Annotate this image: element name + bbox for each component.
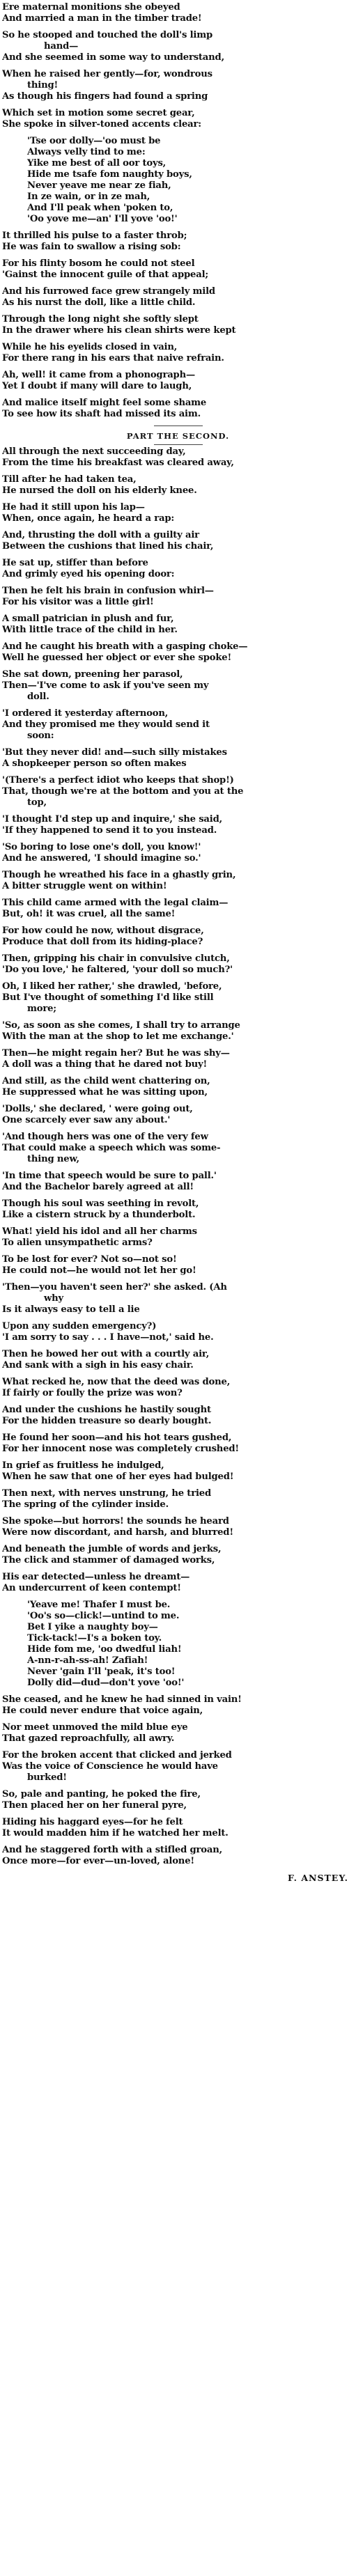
- poem-line: 'But they never did! and—such silly mistakes: [2, 747, 227, 758]
- poem-line: And the Bachelor barely agreed at all!: [2, 1182, 194, 1192]
- stanza: [2, 1722, 354, 1744]
- stanza: [2, 69, 354, 102]
- stanza: [2, 446, 354, 469]
- stanza: [2, 953, 354, 976]
- poem-line: For how could he now, without disgrace,: [2, 926, 204, 936]
- poem-line: For the broken accent that clicked and jerked: [2, 1750, 232, 1761]
- poem-line: In grief as fruitless he indulged,: [2, 1460, 164, 1471]
- poem-line: She sat down, preening her parasol,: [2, 669, 183, 680]
- poem-line: 'If they happened to send it to you instead.: [2, 825, 217, 836]
- stanza: [2, 1254, 354, 1277]
- poem-line: Never yeave me near ze fiah,: [27, 180, 171, 191]
- poem-line: And he answered, 'I should imagine so.': [2, 853, 201, 864]
- part-two: [2, 446, 354, 1867]
- poem-line: For her innocent nose was completely crushed!: [2, 1444, 239, 1454]
- poem-line: Then, gripping his chair in convulsive clutch,: [2, 953, 230, 964]
- author-signature: F. ANSTEY.: [288, 1873, 348, 1883]
- poem-line: Then he bowed her out with a courtly air,: [2, 1349, 210, 1359]
- poem-line: thing new,: [27, 1154, 79, 1164]
- stanza: [2, 870, 354, 892]
- poem-line: Tick-tack!—I's a boken toy.: [27, 1633, 162, 1644]
- stanza: [2, 1845, 354, 1867]
- stanza: [2, 1789, 354, 1811]
- poem-line: That gazed reproachfully, all awry.: [2, 1733, 175, 1744]
- part-one: [2, 2, 354, 420]
- stanza: [2, 1817, 354, 1839]
- poem-line: For his flinty bosom he could not steel: [2, 258, 195, 269]
- poem-line: In the drawer where his clean shirts were kept: [2, 325, 236, 336]
- poem-line: For there rang in his ears that naive refrain.: [2, 353, 224, 364]
- poem-line: Oh, I liked her rather,' she drawled, 'before,: [2, 981, 222, 992]
- poem-line: Well he guessed her object or ever she spoke!: [2, 653, 232, 663]
- poem-line: Dolly did—dud—don't yove 'oo!': [27, 1678, 185, 1688]
- poem-line: 'Then—you haven't seen her?' she asked. (Ah: [2, 1282, 227, 1293]
- poem-line: And she seemed in some way to understand,: [2, 52, 224, 63]
- poem-line: And his furrowed face grew strangely mild: [2, 286, 215, 297]
- poem-line: Produce that doll from its hiding-place?: [2, 937, 203, 947]
- stanza: [2, 1132, 354, 1165]
- poem-line: All through the next succeeding day,: [2, 446, 186, 457]
- stanza: [2, 1600, 354, 1689]
- stanza: [2, 1349, 354, 1371]
- poem-line: Once more—for ever—un-loved, alone!: [2, 1856, 194, 1866]
- stanza: [2, 1171, 354, 1193]
- poem-line: But I've thought of something I'd like still: [2, 992, 214, 1003]
- poem-line: From the time his breakfast was cleared away,: [2, 458, 234, 468]
- poem-line: 'Oo's so—click!—untind to me.: [27, 1611, 180, 1621]
- poem-line: Upon any sudden emergency?): [2, 1321, 157, 1332]
- stanza: [2, 286, 354, 309]
- poem-line: Through the long night she softly slept: [2, 314, 199, 325]
- poem-line: 'Do you love,' he faltered, 'your doll so much?': [2, 965, 233, 975]
- stanza: [2, 898, 354, 920]
- poem-line: And he caught his breath with a gasping choke—: [2, 641, 248, 652]
- poem-line: His ear detected—unless he dreamt—: [2, 1572, 190, 1582]
- stanza: [2, 586, 354, 608]
- stanza: [2, 1516, 354, 1538]
- poem-line: In ze wain, or in ze mah,: [27, 192, 150, 202]
- poem-line: Ere maternal monitions she obeyed: [2, 2, 180, 13]
- stanza: [2, 1226, 354, 1249]
- stanza: [2, 669, 354, 703]
- poem-line: That could make a speech which was some-: [2, 1143, 221, 1153]
- poem-line: Till after he had taken tea,: [2, 474, 137, 485]
- poem-line: why: [44, 1293, 64, 1304]
- poem-line: burked!: [27, 1772, 67, 1783]
- poem-line: 'So, as soon as she comes, I shall try to arrange: [2, 1020, 240, 1031]
- poem-line: 'So boring to lose one's doll, you know!': [2, 842, 201, 852]
- poem-line: But, oh! it was cruel, all the same!: [2, 909, 176, 919]
- poem-line: And still, as the child went chattering on,: [2, 1076, 210, 1086]
- poem-line: He sat up, stiffer than before: [2, 558, 148, 568]
- poem-line: And married a man in the timber trade!: [2, 13, 202, 24]
- stanza: [2, 641, 354, 664]
- stanza: [2, 398, 354, 420]
- poem-line: Which set in motion some secret gear,: [2, 108, 195, 118]
- stanza: [2, 1020, 354, 1043]
- poem-line: 'I ordered it yesterday afternoon,: [2, 708, 169, 719]
- stanza: [2, 614, 354, 636]
- poem-line: When he saw that one of her eyes had bulged!: [2, 1472, 234, 1482]
- stanza: [2, 530, 354, 552]
- poem-line: 'Oo yove me—an' I'll yove 'oo!': [27, 214, 178, 224]
- poem-line: So he stooped and touched the doll's limp: [2, 30, 212, 40]
- poem-line: more;: [27, 1004, 56, 1014]
- poem-line: It thrilled his pulse to a faster throb;: [2, 231, 187, 241]
- poem-line: Then placed her on her funeral pyre,: [2, 1800, 187, 1811]
- poem-line: He nursed the doll on his elderly knee.: [2, 485, 197, 496]
- poem-line: Bet I yike a naughty boy—: [27, 1622, 158, 1632]
- poem-line: For his visitor was a little girl!: [2, 597, 154, 607]
- poem-line: A small patrician in plush and fur,: [2, 614, 174, 624]
- poem-line: And they promised me they would send it: [2, 719, 210, 730]
- poem-line: When he raised her gently—for, wondrous: [2, 69, 212, 79]
- poem-line: So, pale and panting, he poked the fire,: [2, 1789, 201, 1800]
- poem-line: A bitter struggle went on within!: [2, 881, 167, 891]
- stanza: [2, 474, 354, 497]
- stanza: [2, 747, 354, 770]
- stanza: [2, 258, 354, 281]
- poem-line: A-nn-r-ah-ss-ah! Zafiah!: [27, 1655, 148, 1666]
- poem-line: Were now discordant, and harsh, and blurred!: [2, 1527, 233, 1538]
- poem-line: Then—'I've come to ask if you've seen my: [2, 680, 209, 691]
- poem-line: And sank with a sigh in his easy chair.: [2, 1360, 194, 1371]
- poem-line: And beneath the jumble of words and jerks,: [2, 1544, 222, 1554]
- poem-line: The click and stammer of damaged works,: [2, 1555, 215, 1566]
- stanza: [2, 2, 354, 24]
- part-title: PART THE SECOND.: [126, 431, 230, 441]
- poem-line: Then—he might regain her? But he was shy—: [2, 1048, 230, 1059]
- poem-line: That, though we're at the bottom and you at the: [2, 786, 244, 797]
- poem-line: Never 'gain I'll 'peak, it's too!: [27, 1666, 176, 1677]
- stanza: [2, 231, 354, 253]
- poem-line: A shopkeeper person so often makes: [2, 758, 187, 769]
- stanza: [2, 1544, 354, 1566]
- poem-line: soon:: [27, 731, 54, 741]
- stanza: [2, 708, 354, 742]
- poem-line: Then next, with nerves unstrung, he tried: [2, 1488, 211, 1499]
- stanza: [2, 1048, 354, 1070]
- poem-line: While he his eyelids closed in vain,: [2, 342, 178, 352]
- stanza: [2, 1694, 354, 1717]
- poem-line: As his nurst the doll, like a little child.: [2, 297, 196, 308]
- poem-line: She spoke in silver-toned accents clear:: [2, 119, 201, 130]
- stanza: [2, 1377, 354, 1399]
- poem-line: He could not—he would not let her go!: [2, 1265, 196, 1276]
- poem-line: 'Dolls,' she declared, ' were going out,: [2, 1104, 193, 1114]
- poem-line: To be lost for ever? Not so—not so!: [2, 1254, 177, 1265]
- stanza: [2, 1076, 354, 1098]
- poem-line: As though his fingers had found a spring: [2, 91, 208, 102]
- poem-line: Is it always easy to tell a lie: [2, 1304, 140, 1315]
- stanza: [2, 814, 354, 836]
- poem-line: He suppressed what he was sitting upon,: [2, 1087, 208, 1098]
- poem-line: With the man at the shop to let me exchange.': [2, 1031, 234, 1042]
- poem-line: This child came armed with the legal claim—: [2, 898, 229, 908]
- poem-line: A doll was a thing that he dared not buy!: [2, 1059, 208, 1070]
- poem-line: 'I am sorry to say . . . I have—not,' said he.: [2, 1332, 214, 1343]
- poem-line: 'In time that speech would be sure to pall.': [2, 1171, 217, 1181]
- poem-line: thing!: [27, 80, 59, 91]
- poem-line: Though he wreathed his face in a ghastly grin,: [2, 870, 236, 880]
- poem-line: One scarcely ever saw any about.': [2, 1115, 171, 1125]
- stanza: [2, 136, 354, 225]
- poem-line: And, thrusting the doll with a guilty air: [2, 530, 199, 540]
- poem-line: For the hidden treasure so dearly bought.: [2, 1416, 212, 1426]
- stanza: [2, 1104, 354, 1126]
- stanza: [2, 1199, 354, 1221]
- stanza: [2, 1321, 354, 1343]
- poem-line: Nor meet unmoved the mild blue eye: [2, 1722, 188, 1733]
- poem-line: The spring of the cylinder inside.: [2, 1499, 169, 1510]
- stanza: [2, 342, 354, 364]
- stanza: [2, 926, 354, 948]
- poem-line: He had it still upon his lap—: [2, 502, 145, 513]
- stanza: [2, 1460, 354, 1483]
- poem-line: Hiding his haggard eyes—for he felt: [2, 1817, 183, 1827]
- poem-line: An undercurrent of keen contempt!: [2, 1583, 181, 1593]
- poem-line: To see how its shaft had missed its aim.: [2, 409, 201, 419]
- stanza: [2, 370, 354, 392]
- poem-line: What recked he, now that the deed was done,: [2, 1377, 231, 1387]
- stanza: [2, 981, 354, 1015]
- poem-line: And under the cushions he hastily sought: [2, 1405, 211, 1415]
- stanza: [2, 314, 354, 336]
- poem-line: 'Yeave me! Thafer I must be.: [27, 1600, 171, 1610]
- poem-line: It would madden him if he watched her melt.: [2, 1828, 229, 1839]
- poem-line: With little trace of the child in her.: [2, 625, 178, 635]
- poem-line: He found her soon—and his hot tears gushed,: [2, 1433, 232, 1443]
- stanza: [2, 1405, 354, 1427]
- poem-line: Like a cistern struck by a thunderbolt.: [2, 1210, 196, 1220]
- poem-line: Then he felt his brain in confusion whirl—: [2, 586, 214, 596]
- poem-line: 'And though hers was one of the very few: [2, 1132, 208, 1142]
- stanza: [2, 108, 354, 130]
- poem-line: Ah, well! it came from a phonograph—: [2, 370, 195, 380]
- poem-line: Though his soul was seething in revolt,: [2, 1199, 199, 1209]
- stanza: [2, 775, 354, 809]
- poem-line: She spoke—but horrors! the sounds he heard: [2, 1516, 229, 1527]
- bottom-divider: [154, 444, 203, 445]
- poem-line: Hide fom me, 'oo dwedful liah!: [27, 1644, 182, 1655]
- poem-line: Was the voice of Conscience he would have: [2, 1761, 218, 1772]
- poem-line: She ceased, and he knew he had sinned in vain!: [2, 1694, 242, 1705]
- poem-line: top,: [27, 797, 47, 808]
- stanza: [2, 558, 354, 580]
- poem-line: What! yield his idol and all her charms: [2, 1226, 197, 1237]
- stanza: [2, 842, 354, 864]
- poem-line: Always velly tind to me:: [27, 147, 146, 157]
- poem-line: Yike me best of all oor toys,: [27, 158, 167, 169]
- stanza: [2, 30, 354, 63]
- poem-line: And I'll peak when 'poken to,: [27, 203, 173, 213]
- poem-line: He was fain to swallow a rising sob:: [2, 242, 181, 252]
- poem-line: Hide me tsafe fom naughty boys,: [27, 169, 192, 180]
- poem-line: And he staggered forth with a stifled groan,: [2, 1845, 223, 1855]
- poem-line: hand—: [44, 41, 79, 52]
- stanza: [2, 1433, 354, 1455]
- stanza: [2, 1750, 354, 1783]
- poem-line: 'Tse oor dolly—'oo must be: [27, 136, 161, 146]
- poem-line: 'Gainst the innocent guile of that appeal;: [2, 270, 209, 280]
- stanza: [2, 1488, 354, 1511]
- poem-line: Yet I doubt if many will dare to laugh,: [2, 381, 192, 391]
- stanza: [2, 502, 354, 524]
- poem-line: When, once again, he heard a rap:: [2, 513, 175, 524]
- stanza: [2, 1282, 354, 1316]
- stanza: [2, 1572, 354, 1594]
- poem-line: Between the cushions that lined his chair,: [2, 541, 214, 552]
- poem-line: And malice itself might feel some shame: [2, 398, 207, 408]
- poem-line: '(There's a perfect idiot who keeps that shop!): [2, 775, 234, 786]
- poem-line: And grimly eyed his opening door:: [2, 569, 175, 579]
- poem-line: He could never endure that voice again,: [2, 1705, 203, 1716]
- poem-line: If fairly or foully the prize was won?: [2, 1388, 183, 1398]
- poem-line: 'I thought I'd step up and inquire,' she said,: [2, 814, 222, 825]
- poem-line: To alien unsympathetic arms?: [2, 1238, 153, 1248]
- poem-line: doll.: [27, 692, 49, 702]
